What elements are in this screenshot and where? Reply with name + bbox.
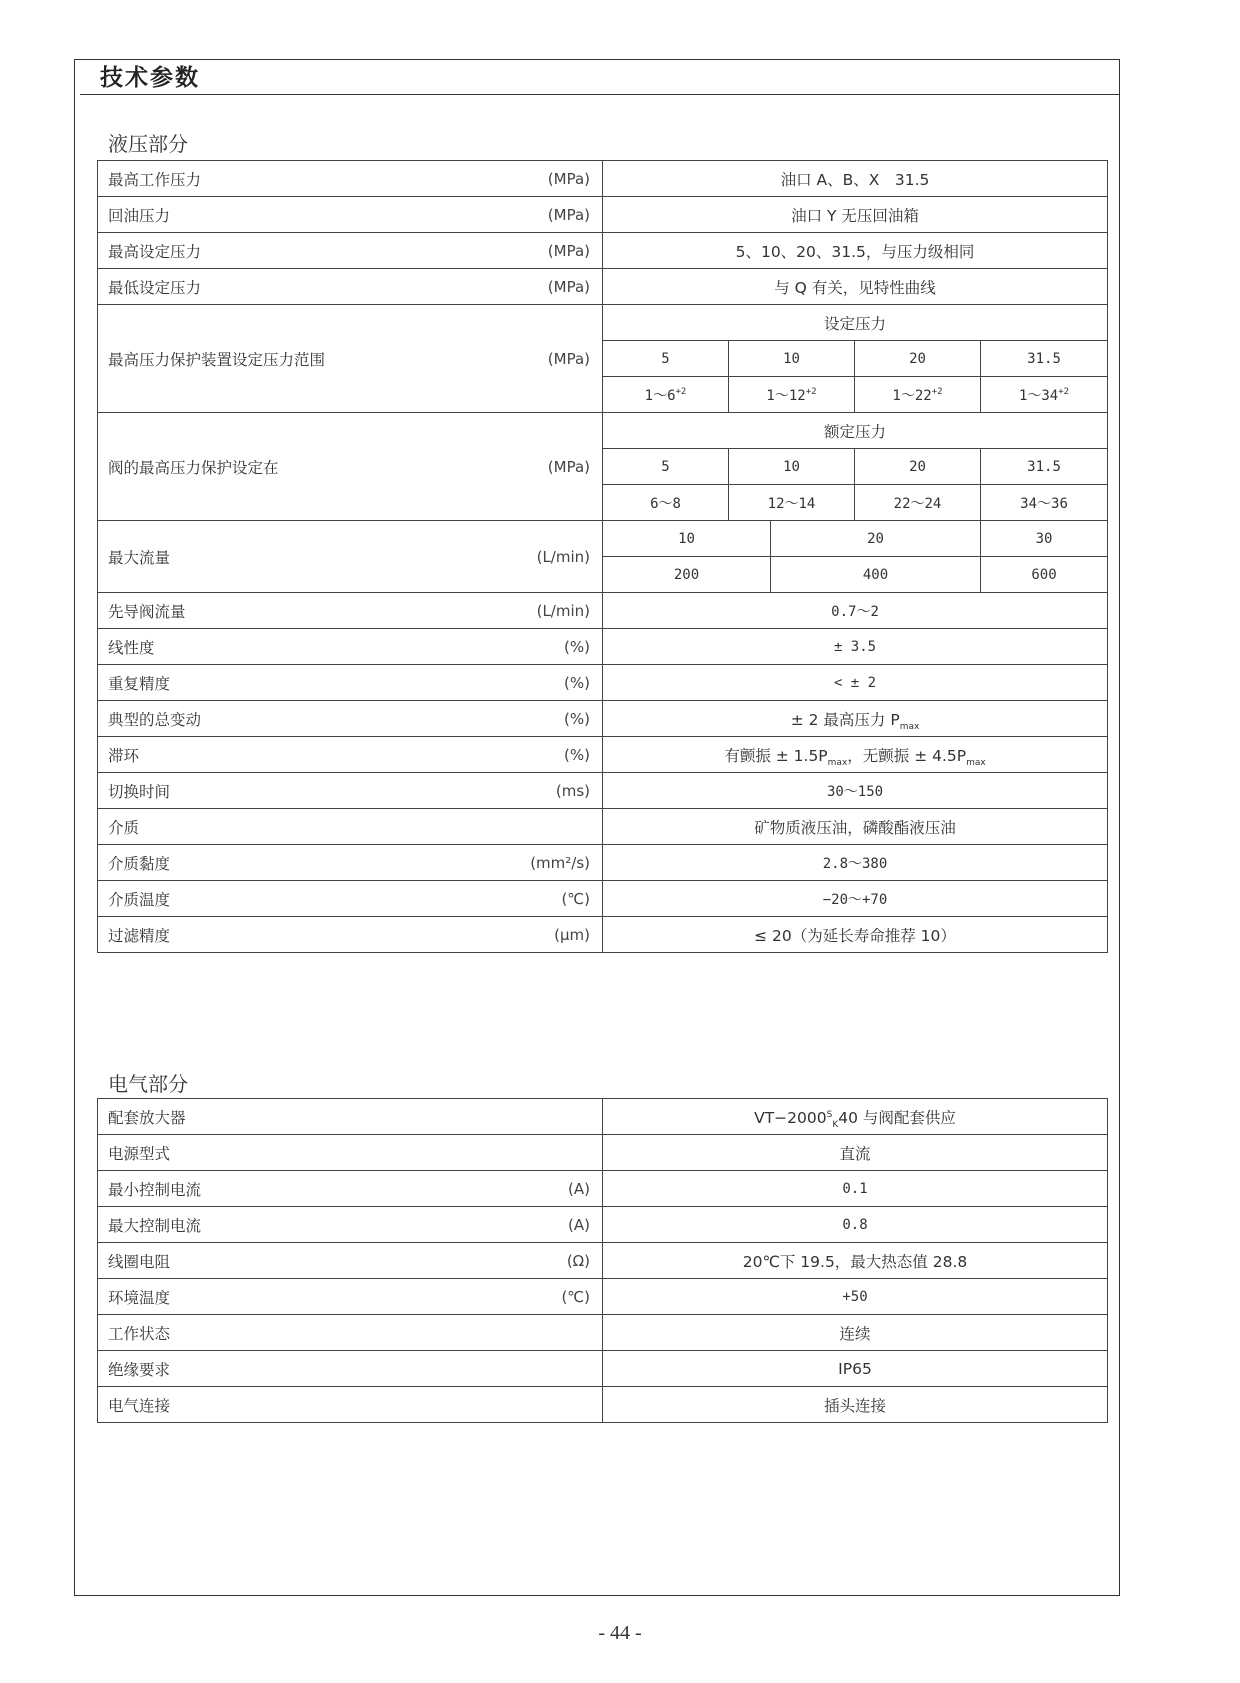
row-label-cell: 最大流量 (L/min) [98, 521, 603, 593]
row-value: 油口 A、B、X 31.5 [603, 161, 1108, 197]
row-label-cell: 介质温度 (℃) [98, 881, 603, 917]
pressure-range: $1\sim 34^{+2}$ [981, 377, 1108, 413]
table-row [98, 917, 1108, 953]
row-value: IP65 [603, 1351, 1108, 1387]
table-row [98, 521, 1108, 557]
table-row [98, 809, 1108, 845]
table-row [98, 881, 1108, 917]
flow-value: 600 [981, 557, 1108, 593]
electrical-heading: 电气部分 [108, 1072, 188, 1096]
table-row [98, 1351, 1108, 1387]
row-label-cell: 电气连接 [98, 1387, 603, 1423]
table-row [98, 1315, 1108, 1351]
row-value: 直流 [603, 1135, 1108, 1171]
row-value: 矿物质液压油，磷酸酯液压油 [603, 809, 1108, 845]
pressure-level: 5 [603, 341, 729, 377]
row-value: 0.7～2 [603, 593, 1108, 629]
row-label-cell: 电源型式 [98, 1135, 603, 1171]
row-label-cell: 绝缘要求 [98, 1351, 603, 1387]
row-value: 5、10、20、31.5，与压力级相同 [603, 233, 1108, 269]
row-value: +50 [603, 1279, 1108, 1315]
row-label-cell: 最大控制电流 (A) [98, 1207, 603, 1243]
row-value: 2.8～380 [603, 845, 1108, 881]
row-value: 0.1 [603, 1171, 1108, 1207]
pressure-level: 31.5 [981, 449, 1108, 485]
table-row [98, 701, 1108, 737]
pressure-setting: 12～14 [729, 485, 855, 521]
row-label-cell: 线圈电阻 (Ω) [98, 1243, 603, 1279]
pressure-range: $1\sim 12^{+2}$ [729, 377, 855, 413]
row-value: 与 Q 有关，见特性曲线 [603, 269, 1108, 305]
sub-header: 额定压力 [603, 413, 1108, 449]
hydraulic-heading: 液压部分 [108, 132, 188, 156]
row-label-cell: 配套放大器 [98, 1099, 603, 1135]
nominal-size: 20 [771, 521, 981, 557]
pressure-level: 10 [729, 341, 855, 377]
row-label-cell: 最高设定压力 (MPa) [98, 233, 603, 269]
row-value: $VT-2000^S_K40$ 与阀配套供应 [603, 1099, 1108, 1135]
pressure-level: 20 [855, 341, 981, 377]
table-row [98, 1279, 1108, 1315]
row-label-cell: 最高压力保护装置设定压力范围 (MPa) [98, 305, 603, 413]
row-label-cell: 环境温度 (℃) [98, 1279, 603, 1315]
table-row [98, 773, 1108, 809]
table-row [98, 737, 1108, 773]
row-value: 插头连接 [603, 1387, 1108, 1423]
table-row [98, 197, 1108, 233]
row-value: ± 2 最高压力 $P_{max}$ [603, 701, 1108, 737]
pressure-setting: 22～24 [855, 485, 981, 521]
table-row [98, 845, 1108, 881]
sub-header: 设定压力 [603, 305, 1108, 341]
table-row [98, 161, 1108, 197]
hydraulic-table [97, 160, 1108, 953]
row-value: 0.8 [603, 1207, 1108, 1243]
table-row [98, 593, 1108, 629]
page-title: 技术参数 [100, 65, 200, 91]
table-row [98, 1243, 1108, 1279]
page-number: - 44 - [598, 1622, 642, 1644]
pressure-level: 5 [603, 449, 729, 485]
table-row [98, 233, 1108, 269]
row-label-cell: 线性度 (%) [98, 629, 603, 665]
row-label-cell: 工作状态 [98, 1315, 603, 1351]
pressure-setting: 6～8 [603, 485, 729, 521]
pressure-level: 31.5 [981, 341, 1108, 377]
table-row [98, 629, 1108, 665]
row-value: 20℃下 19.5，最大热态值 28.8 [603, 1243, 1108, 1279]
row-label-cell: 先导阀流量 (L/min) [98, 593, 603, 629]
row-label-cell: 过滤精度 (μm) [98, 917, 603, 953]
row-label-cell: 阀的最高压力保护设定在 (MPa) [98, 413, 603, 521]
row-value: ≤ 20（为延长寿命推荐 10） [603, 917, 1108, 953]
row-label-cell: 介质 [98, 809, 603, 845]
table-row [98, 1099, 1108, 1135]
table-row [98, 665, 1108, 701]
row-label-cell: 最高工作压力 (MPa) [98, 161, 603, 197]
nominal-size: 30 [981, 521, 1108, 557]
table-row [98, 1207, 1108, 1243]
row-value: 30～150 [603, 773, 1108, 809]
row-value: −20～+70 [603, 881, 1108, 917]
row-value: 油口 Y 无压回油箱 [603, 197, 1108, 233]
table-row [98, 1135, 1108, 1171]
title-rule [80, 94, 1120, 95]
pressure-level: 10 [729, 449, 855, 485]
row-label-cell: 典型的总变动 (%) [98, 701, 603, 737]
pressure-range: $1\sim 22^{+2}$ [855, 377, 981, 413]
row-label-cell: 最小控制电流 (A) [98, 1171, 603, 1207]
row-value: 有颤振 ± $1.5P_{max}$，无颤振 ± $4.5P_{max}$ [603, 737, 1108, 773]
table-row [98, 1171, 1108, 1207]
table-row [98, 1387, 1108, 1423]
row-label-cell: 滞环 (%) [98, 737, 603, 773]
row-label-cell: 切换时间 (ms) [98, 773, 603, 809]
table-row [98, 305, 1108, 341]
table-row [98, 269, 1108, 305]
row-label-cell: 重复精度 (%) [98, 665, 603, 701]
electrical-table [97, 1098, 1108, 1423]
pressure-setting: 34～36 [981, 485, 1108, 521]
pressure-range: $1\sim 6^{+2}$ [603, 377, 729, 413]
table-row [98, 413, 1108, 449]
flow-value: 200 [603, 557, 771, 593]
flow-value: 400 [771, 557, 981, 593]
row-value: 连续 [603, 1315, 1108, 1351]
row-label-cell: 介质黏度 (mm²/s) [98, 845, 603, 881]
row-value: ± 3.5 [603, 629, 1108, 665]
row-label-cell: 最低设定压力 (MPa) [98, 269, 603, 305]
nominal-size: 10 [603, 521, 771, 557]
row-label-cell: 回油压力 (MPa) [98, 197, 603, 233]
row-value: < ± 2 [603, 665, 1108, 701]
pressure-level: 20 [855, 449, 981, 485]
